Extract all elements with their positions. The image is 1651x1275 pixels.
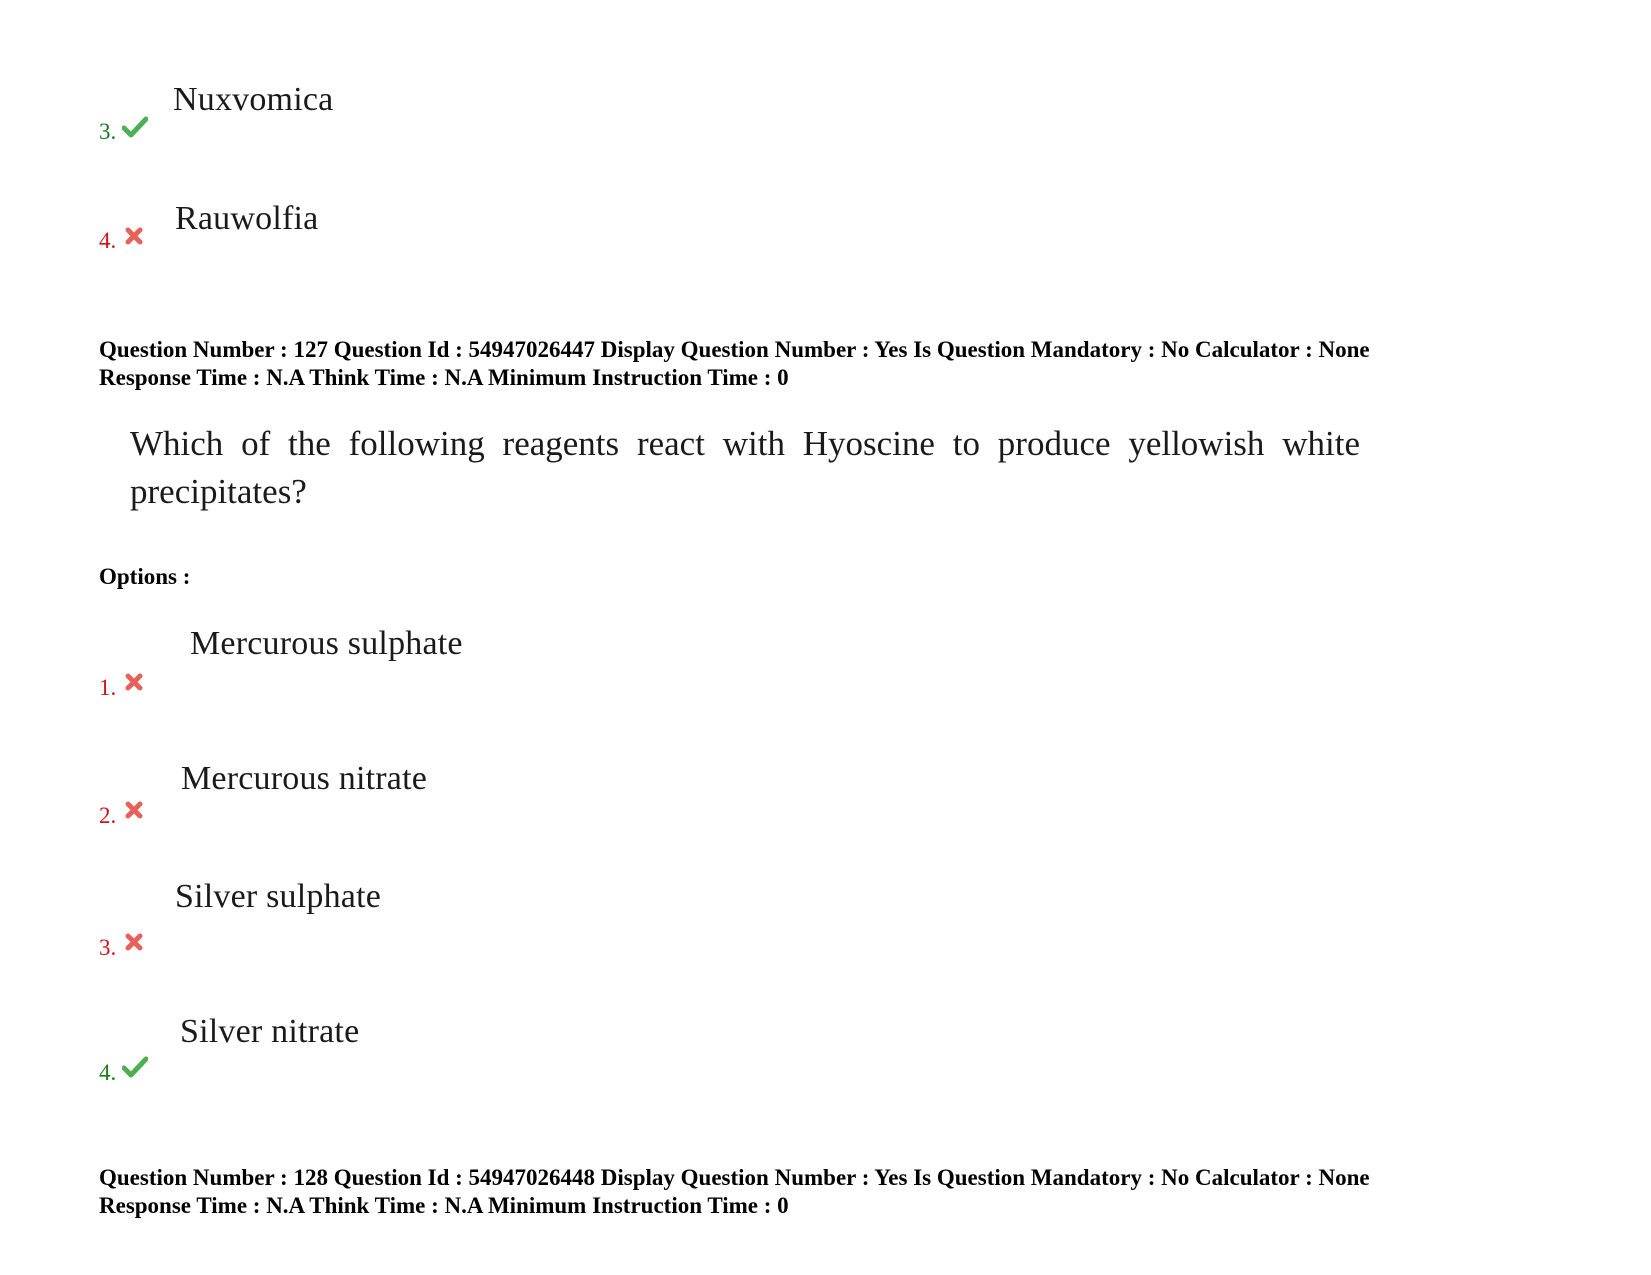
cross-icon [124,673,144,691]
option-2-text: Mercurous nitrate [181,760,428,797]
options-label: Options : [99,564,191,589]
option-4-text: Silver nitrate [180,1013,360,1050]
option-2-number: 2. [99,803,117,828]
option-4-number: 4. [99,1060,117,1085]
question-127-meta-line2: Response Time : N.A Think Time : N.A Minimum Instruction Time : 0 [99,365,789,390]
option-3-number: 3. [99,935,117,960]
prev-option-3-number: 3. [99,119,117,144]
question-128-meta-line2: Response Time : N.A Think Time : N.A Minimum Instruction Time : 0 [99,1193,789,1218]
question-127-meta-line1: Question Number : 127 Question Id : 54947026447 Display Question Number : Yes Is Question Mandatory : No Calculator : None [99,337,1370,362]
prev-option-4-text: Rauwolfia [175,200,319,237]
option-3-text: Silver sulphate [175,878,382,915]
prev-option-4-number: 4. [99,228,117,253]
check-icon [122,1056,148,1078]
cross-icon [124,933,144,951]
cross-icon [124,801,144,819]
check-icon [122,116,148,138]
cross-icon [124,227,144,245]
option-1-number: 1. [99,675,117,700]
question-127-text: Which of the following reagents react with Hyoscine to produce yellowish white precipitates? [130,424,1360,511]
prev-option-3-text: Nuxvomica [173,81,334,118]
option-1-text: Mercurous sulphate [190,625,463,662]
question-128-meta-line1: Question Number : 128 Question Id : 54947026448 Display Question Number : Yes Is Question Mandatory : No Calculator : None [99,1165,1370,1190]
